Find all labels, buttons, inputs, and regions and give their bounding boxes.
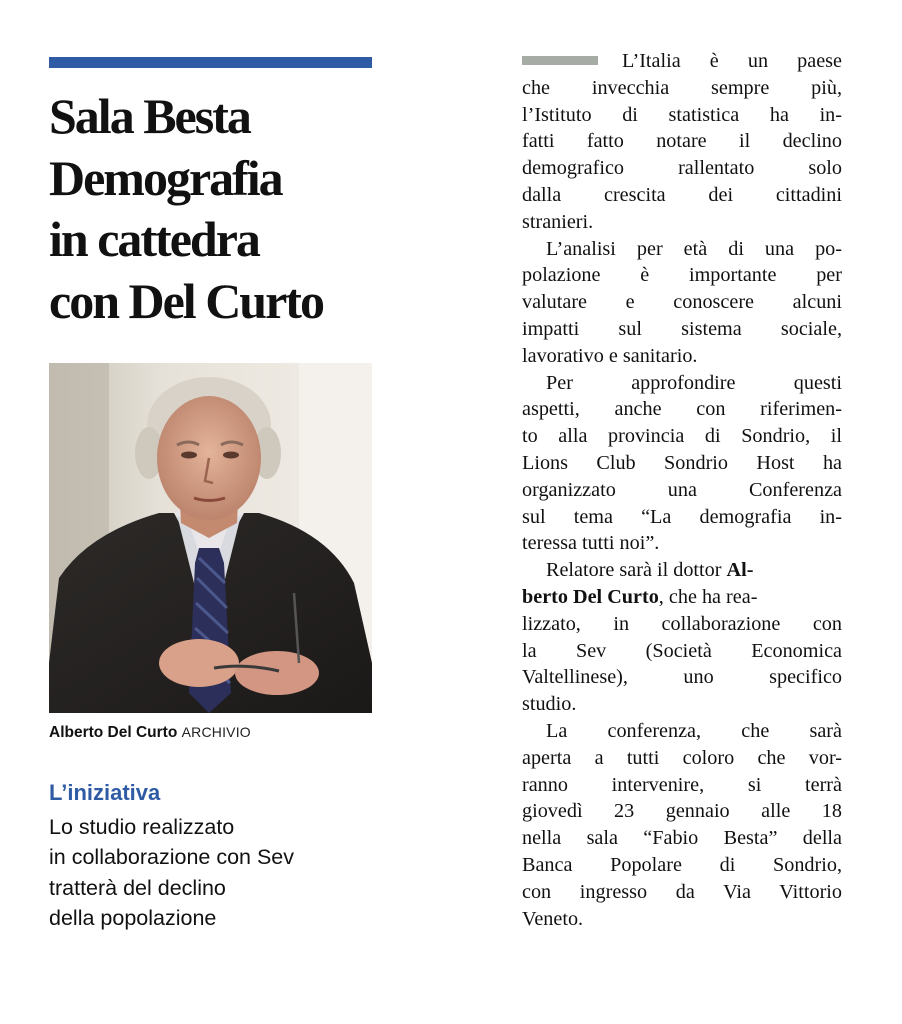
body-line: con ingresso da Via Vittorio — [522, 880, 842, 903]
body-line: L’analisi per età di una po- — [546, 237, 842, 260]
body-line: dalla crescita dei cittadini — [522, 183, 842, 206]
body-line: stranieri. — [522, 210, 594, 233]
body-line: aspetti, anche con riferimen- — [522, 398, 842, 421]
body-line: La conferenza, che sarà — [546, 719, 842, 742]
body-line: Veneto. — [522, 907, 584, 930]
body-line: fatti fatto notare il declino — [522, 130, 842, 153]
headline — [49, 86, 379, 332]
body-line: sul tema “La demografia in- — [522, 505, 842, 528]
portrait-photo — [49, 363, 372, 713]
summary-line: Lo studio realizzato — [49, 815, 235, 839]
headline-line: in cattedra — [49, 211, 259, 267]
body-line: organizzato una Conferenza — [522, 478, 842, 501]
body-line: nella sala “Fabio Besta” della — [522, 827, 842, 850]
body-line: aperta a tutti coloro che vor- — [522, 746, 842, 769]
body-line: che invecchia sempre più, — [522, 76, 842, 99]
summary-line: in collaborazione con Sev — [49, 845, 295, 870]
headline-line: Demografia — [49, 149, 282, 206]
body-line: la Sev (Società Economica — [522, 639, 842, 662]
article-body — [522, 48, 842, 932]
summary-line: tratterà del declino — [49, 875, 226, 900]
body-line: Valtellinese), uno specifico — [522, 666, 842, 689]
body-line: lavorativo e sanitario. — [522, 344, 698, 367]
body-line: lizzato, in collaborazione con — [522, 612, 842, 635]
body-line: l’Istituto di statistica ha in- — [522, 103, 842, 126]
body-segment: , che ha rea- — [658, 585, 758, 608]
speaker-name-bold: Al- — [726, 559, 754, 582]
portrait-illustration — [49, 363, 372, 713]
body-line: L’Italia è un paese — [622, 50, 842, 72]
body-line — [522, 557, 842, 584]
body-line: Per approfondire questi — [546, 371, 842, 394]
body-line: giovedì 23 gennaio alle 18 — [522, 800, 842, 823]
headline-line: con Del Curto — [49, 272, 323, 329]
speaker-name-bold: berto Del Curto — [522, 585, 659, 608]
body-line: Lions Club Sondrio Host ha — [522, 451, 842, 474]
body-line: demografico rallentato solo — [522, 157, 842, 180]
body-segment: Relatore sarà il dottor — [546, 559, 727, 582]
caption-name: Alberto Del Curto — [49, 724, 178, 741]
photo-caption — [49, 724, 251, 742]
body-line: impatti sul sistema sociale, — [522, 317, 842, 340]
body-line — [522, 584, 842, 611]
kicker-label: L’iniziativa — [49, 780, 161, 805]
body-line: teressa tutti noi”. — [522, 532, 660, 555]
body-line: Banca Popolare di Sondrio, — [522, 853, 842, 876]
body-line: valutare e conoscere alcuni — [522, 291, 842, 314]
caption-credit: ARCHIVIO — [181, 724, 251, 740]
top-accent-rule — [49, 57, 372, 68]
summary-line: della popolazione — [49, 905, 217, 930]
summary-text — [49, 812, 294, 933]
headline-line: Sala Besta — [49, 88, 250, 144]
body-line: ranno intervenire, si terrà — [522, 773, 842, 796]
body-line: to alla provincia di Sondrio, il — [522, 425, 842, 448]
body-line: studio. — [522, 693, 577, 716]
body-line: polazione è importante per — [522, 264, 842, 287]
